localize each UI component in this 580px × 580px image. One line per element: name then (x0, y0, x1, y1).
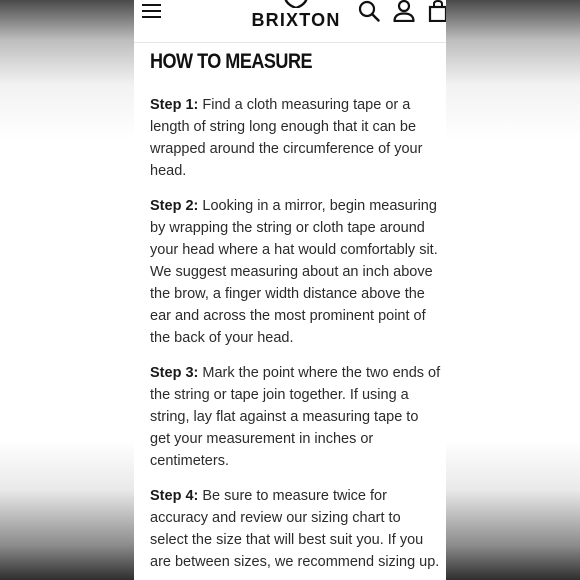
brand-wordmark: BRIXTON (251, 10, 341, 30)
blurred-background-right (446, 0, 580, 580)
step-label: Step 3: (150, 365, 199, 381)
step-label: Step 4: (150, 488, 199, 504)
step-label: Step 1: (150, 97, 199, 113)
step-1 (150, 94, 442, 182)
step-4 (150, 485, 442, 573)
step-2 (150, 195, 442, 349)
brand-logo[interactable] (248, 0, 344, 36)
shield-logo-icon (282, 0, 310, 8)
step-text: Be sure to measure twice for accuracy and review our sizing chart to select the size that will best suit you. If you are between sizes, we recommend sizing up. (150, 488, 440, 570)
menu-icon[interactable] (142, 2, 161, 18)
measure-guide (150, 48, 442, 573)
mobile-page (134, 0, 446, 580)
steps-list (150, 94, 442, 573)
step-label: Step 2: (150, 198, 199, 214)
step-text: Looking in a mirror, begin measuring by wrapping the string or cloth tape around your head where a hat would comfortably sit. We suggest measuring about an inch above the brow, a finger width distance above the ear and across the most prominent point of the back of your head. (150, 198, 438, 346)
search-icon[interactable] (358, 0, 380, 22)
page-title: HOW TO MEASURE (150, 50, 313, 73)
step-3 (150, 362, 442, 472)
bag-icon[interactable] (428, 0, 446, 22)
step-text: Find a cloth measuring tape or a length of string long enough that it can be wrapped around the circumference of your head. (150, 97, 423, 179)
blurred-background-left (0, 0, 134, 580)
step-text: Mark the point where the two ends of the string or tape join together. If using a string, lay flat against a measuring tape to get your measurement in inches or centimeters. (150, 365, 441, 469)
account-icon[interactable] (392, 0, 416, 22)
site-header (134, 0, 446, 43)
